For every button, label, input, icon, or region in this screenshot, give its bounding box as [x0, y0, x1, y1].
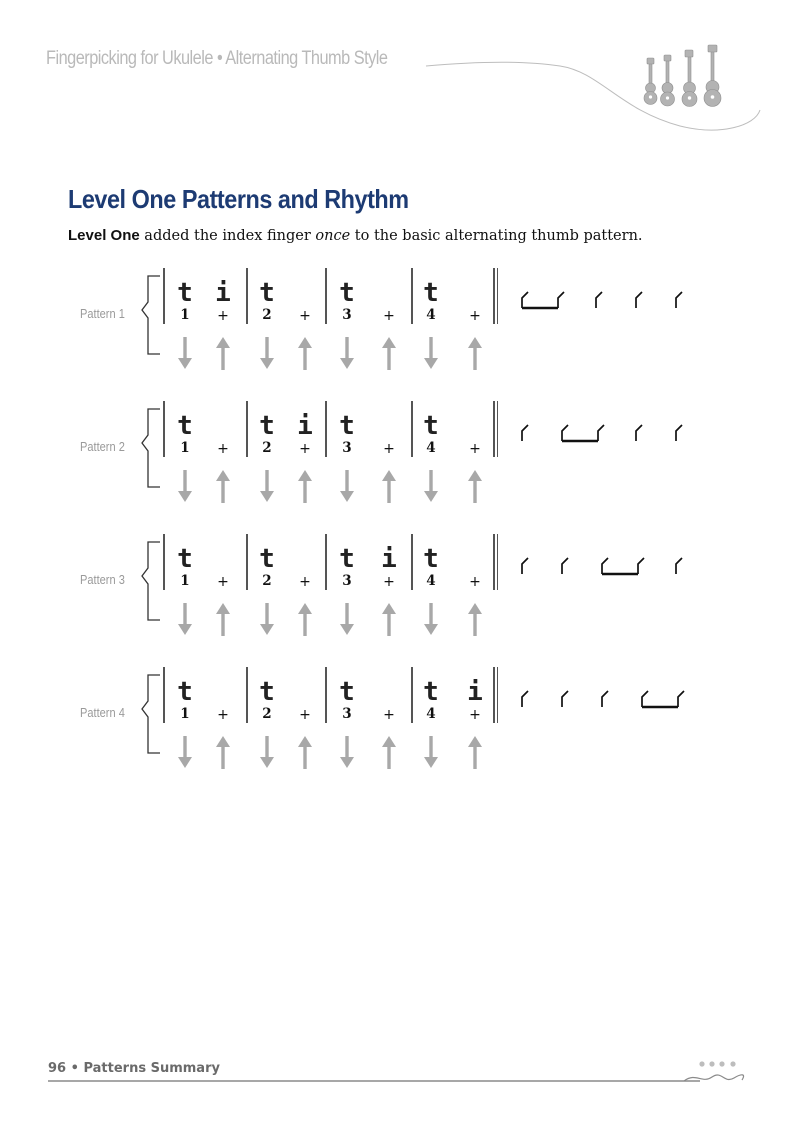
bar-line [163, 667, 165, 723]
beat-count: + [217, 707, 229, 723]
beat-count: + [469, 707, 481, 723]
beat-count: + [299, 441, 311, 457]
rhythm-notation [514, 681, 714, 715]
footer-section-name: Patterns Summary [83, 1061, 220, 1076]
arrow-up-icon [374, 469, 404, 505]
pattern-label: Pattern 2 [80, 439, 125, 454]
finger-symbol: t [177, 544, 193, 574]
eighth-note [676, 558, 682, 574]
beat-count: + [383, 574, 395, 590]
arrow-up-icon [290, 602, 320, 638]
finger-symbol: t [339, 278, 355, 308]
final-bar-line [493, 401, 495, 457]
arrow-up-icon [290, 469, 320, 505]
footer-separator: • [66, 1061, 84, 1076]
final-bar-line [493, 534, 495, 590]
arrow-down-icon [170, 336, 200, 372]
finger-symbol: t [423, 544, 439, 574]
rhythm-notation [514, 282, 714, 316]
finger-symbol: t [339, 411, 355, 441]
beat-count: + [469, 308, 481, 324]
final-bar-line [493, 268, 495, 324]
final-bar-line [493, 667, 495, 723]
bar-line [246, 534, 248, 590]
arrow-down-icon [332, 602, 362, 638]
bar-line [325, 401, 327, 457]
beat-count: 4 [426, 440, 436, 456]
running-header-title: Fingerpicking for Ukulele • Alternating Thumb Style [46, 48, 388, 69]
brace [136, 540, 162, 626]
final-bar-line [497, 401, 498, 457]
dots-swirl-icon [684, 1061, 744, 1081]
intro-emphasis: once [315, 228, 351, 244]
eighth-note [596, 292, 602, 308]
final-bar-line [497, 667, 498, 723]
beamed-eighths [642, 691, 684, 707]
beat-count: 1 [180, 440, 190, 456]
beat-count: + [217, 308, 229, 324]
final-bar-line [497, 268, 498, 324]
beat-count: + [469, 574, 481, 590]
eighth-note [676, 292, 682, 308]
bar-line [246, 401, 248, 457]
ukuleles-icon [644, 45, 721, 107]
beat-count: + [217, 441, 229, 457]
intro-text-1: added the index finger [139, 228, 316, 244]
eighth-note [636, 292, 642, 308]
beat-count: + [469, 441, 481, 457]
beat-count: + [383, 707, 395, 723]
bar-line [411, 534, 413, 590]
beamed-eighths [522, 292, 564, 308]
arrow-up-icon [290, 735, 320, 771]
beat-count: 2 [262, 706, 272, 722]
pattern-row [0, 534, 794, 654]
beat-count: 4 [426, 307, 436, 323]
arrow-down-icon [416, 469, 446, 505]
arrow-up-icon [460, 602, 490, 638]
beat-count: 2 [262, 307, 272, 323]
arrow-down-icon [170, 735, 200, 771]
bar-line [246, 268, 248, 324]
arrow-down-icon [170, 602, 200, 638]
beat-count: + [299, 308, 311, 324]
beat-count: 3 [342, 706, 352, 722]
beat-count: + [299, 574, 311, 590]
finger-symbol: t [259, 278, 275, 308]
beat-count: + [383, 441, 395, 457]
beat-count: 3 [342, 307, 352, 323]
rhythm-notation [514, 548, 714, 582]
arrow-down-icon [252, 336, 282, 372]
pattern-row [0, 268, 794, 388]
pattern-row [0, 401, 794, 521]
arrow-down-icon [170, 469, 200, 505]
bar-line [246, 667, 248, 723]
beamed-eighths [602, 558, 644, 574]
arrow-up-icon [374, 735, 404, 771]
finger-symbol: t [339, 544, 355, 574]
finger-symbol: i [297, 411, 313, 441]
finger-symbol: i [381, 544, 397, 574]
arrow-down-icon [252, 602, 282, 638]
pattern-label: Pattern 3 [80, 572, 125, 587]
finger-symbol: t [423, 677, 439, 707]
eighth-note [522, 691, 528, 707]
arrow-up-icon [460, 735, 490, 771]
beamed-eighths [562, 425, 604, 441]
beat-count: 4 [426, 706, 436, 722]
arrow-down-icon [332, 469, 362, 505]
bar-line [325, 667, 327, 723]
beat-count: + [299, 707, 311, 723]
eighth-note [676, 425, 682, 441]
finger-symbol: t [177, 411, 193, 441]
bar-line [325, 534, 327, 590]
arrow-down-icon [332, 735, 362, 771]
beat-count: 2 [262, 573, 272, 589]
eighth-note [602, 691, 608, 707]
eighth-note [522, 425, 528, 441]
finger-symbol: t [339, 677, 355, 707]
arrow-up-icon [208, 469, 238, 505]
eighth-note [562, 558, 568, 574]
bar-line [163, 401, 165, 457]
bar-line [325, 268, 327, 324]
rhythm-notation [514, 415, 714, 449]
beat-count: 3 [342, 573, 352, 589]
beat-count: 1 [180, 307, 190, 323]
pattern-label: Pattern 1 [80, 306, 125, 321]
finger-symbol: t [259, 411, 275, 441]
section-title: Level One Patterns and Rhythm [68, 184, 409, 214]
arrow-up-icon [460, 469, 490, 505]
arrow-down-icon [416, 735, 446, 771]
beat-count: 1 [180, 706, 190, 722]
arrow-down-icon [252, 469, 282, 505]
brace [136, 274, 162, 360]
bar-line [411, 401, 413, 457]
finger-symbol: t [423, 411, 439, 441]
bar-line [411, 268, 413, 324]
bar-line [163, 534, 165, 590]
finger-symbol: t [177, 278, 193, 308]
finger-symbol: i [215, 278, 231, 308]
header-decoration [0, 0, 794, 140]
final-bar-line [497, 534, 498, 590]
intro-text-2: to the basic alternating thumb pattern. [350, 228, 643, 244]
bar-line [163, 268, 165, 324]
bar-line [411, 667, 413, 723]
finger-symbol: t [177, 677, 193, 707]
arrow-down-icon [416, 336, 446, 372]
beat-count: 1 [180, 573, 190, 589]
arrow-up-icon [290, 336, 320, 372]
arrow-down-icon [416, 602, 446, 638]
beat-count: 4 [426, 573, 436, 589]
arrow-down-icon [252, 735, 282, 771]
arrow-up-icon [460, 336, 490, 372]
pattern-row [0, 667, 794, 787]
finger-symbol: t [259, 677, 275, 707]
finger-symbol: t [423, 278, 439, 308]
finger-symbol: i [467, 677, 483, 707]
intro-lead: Level One [68, 227, 140, 244]
beat-count: + [383, 308, 395, 324]
arrow-down-icon [332, 336, 362, 372]
eighth-note [522, 558, 528, 574]
intro-paragraph [68, 227, 643, 244]
brace [136, 673, 162, 759]
finger-symbol: t [259, 544, 275, 574]
page-number: 96 [48, 1061, 67, 1076]
brace [136, 407, 162, 493]
eighth-note [562, 691, 568, 707]
eighth-note [636, 425, 642, 441]
arrow-up-icon [208, 336, 238, 372]
arrow-up-icon [208, 602, 238, 638]
beat-count: 3 [342, 440, 352, 456]
arrow-up-icon [374, 336, 404, 372]
pattern-label: Pattern 4 [80, 705, 125, 720]
beat-count: 2 [262, 440, 272, 456]
beat-count: + [217, 574, 229, 590]
arrow-up-icon [374, 602, 404, 638]
arrow-up-icon [208, 735, 238, 771]
footer-rule [0, 1050, 794, 1090]
